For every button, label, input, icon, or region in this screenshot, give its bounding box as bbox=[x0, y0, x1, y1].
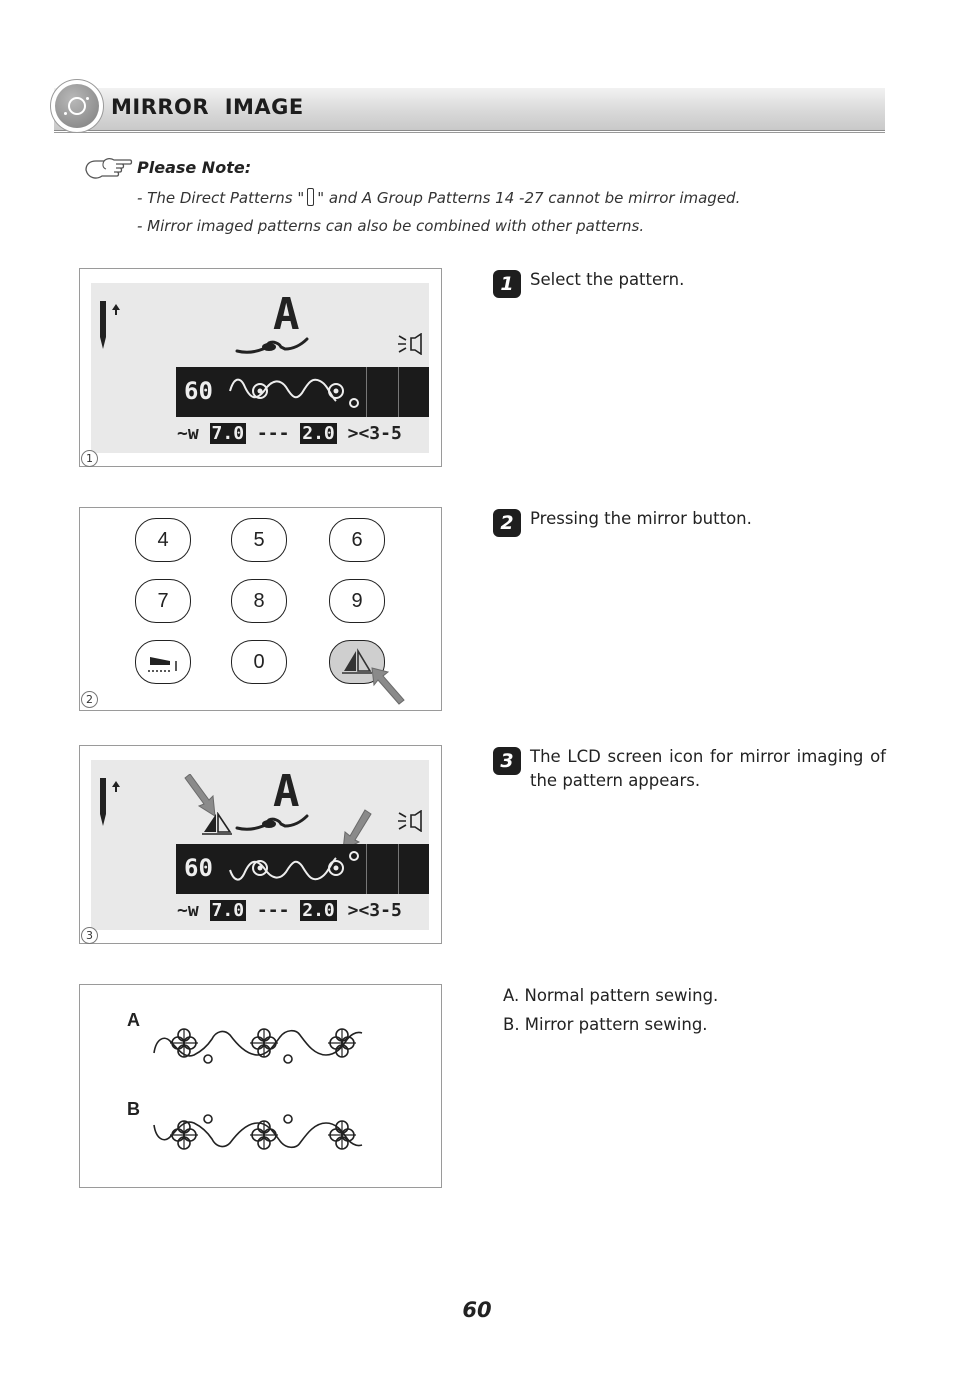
stitch-width-value: 7.0 bbox=[211, 900, 245, 921]
speaker-icon bbox=[397, 333, 425, 355]
pointing-hand-icon bbox=[84, 156, 134, 184]
normal-pattern-description: A. Normal pattern sewing. bbox=[503, 986, 719, 1005]
length-icon: --- bbox=[256, 423, 290, 444]
tension-range-value: 3-5 bbox=[369, 423, 402, 444]
lcd-group-letter: A bbox=[273, 289, 300, 340]
sample-label-b: B bbox=[127, 1099, 140, 1119]
width-icon: ~w bbox=[177, 900, 199, 921]
normal-pattern-sample bbox=[150, 1025, 372, 1071]
key-5[interactable]: 5 bbox=[231, 518, 287, 562]
lcd-screen bbox=[91, 283, 429, 453]
lcd-group-letter: A bbox=[273, 766, 300, 817]
key-0[interactable]: 0 bbox=[231, 640, 287, 684]
lcd-pattern-bar bbox=[176, 367, 429, 417]
width-icon: ~w bbox=[177, 423, 199, 444]
lcd-pattern-number: 60 bbox=[184, 377, 213, 405]
figure-lcd-mirrored bbox=[79, 745, 442, 944]
key-9[interactable]: 9 bbox=[329, 579, 385, 623]
sample-label-a: A bbox=[127, 1010, 140, 1030]
speaker-icon bbox=[397, 810, 425, 832]
needle-position-icon bbox=[95, 297, 125, 353]
bar-divider bbox=[398, 844, 399, 894]
stitch-length-value: 2.0 bbox=[302, 900, 335, 921]
header-rule bbox=[54, 132, 885, 133]
mirror-pattern-sample bbox=[150, 1109, 372, 1155]
stitch-length-value: 2.0 bbox=[302, 423, 335, 444]
length-icon: --- bbox=[256, 900, 290, 921]
pointer-arrow-icon bbox=[368, 664, 408, 706]
memory-arrow-icon bbox=[136, 641, 190, 683]
lcd-stitch-preview bbox=[226, 371, 366, 413]
lcd-pattern-bar bbox=[176, 844, 429, 894]
figure-keypad bbox=[79, 507, 442, 711]
presser-foot-icon bbox=[235, 814, 311, 834]
key-4[interactable]: 4 bbox=[135, 518, 191, 562]
lcd-settings-row bbox=[177, 900, 402, 921]
needle-pattern-icon bbox=[307, 188, 314, 206]
note-line-1-start: - The Direct Patterns " bbox=[137, 189, 305, 207]
lcd-settings-row bbox=[177, 423, 402, 444]
key-8[interactable]: 8 bbox=[231, 579, 287, 623]
section-title: MIRROR IMAGE bbox=[111, 95, 304, 119]
section-badge-icon bbox=[55, 84, 99, 128]
tension-icon: >< bbox=[347, 423, 370, 444]
figure-number: 2 bbox=[81, 691, 98, 708]
tension-icon: >< bbox=[347, 900, 370, 921]
step-2-badge: 2 bbox=[493, 509, 521, 537]
tension-range-value: 3-5 bbox=[369, 900, 402, 921]
step-3-badge: 3 bbox=[493, 747, 521, 775]
step-2-text: Pressing the mirror button. bbox=[530, 509, 752, 528]
key-6[interactable]: 6 bbox=[329, 518, 385, 562]
needle-position-icon bbox=[95, 774, 125, 830]
mirror-pattern-description: B. Mirror pattern sewing. bbox=[503, 1015, 708, 1034]
memory-enter-button[interactable] bbox=[135, 640, 191, 684]
bar-divider bbox=[366, 367, 367, 417]
step-1-badge: 1 bbox=[493, 270, 521, 298]
bar-divider bbox=[398, 367, 399, 417]
lcd-screen bbox=[91, 760, 429, 930]
figure-number: 3 bbox=[81, 927, 98, 944]
step-1-text: Select the pattern. bbox=[530, 270, 685, 289]
note-line-combine: - Mirror imaged patterns can also be combined with other patterns. bbox=[137, 217, 645, 235]
figure-number: 1 bbox=[81, 450, 98, 467]
note-heading: Please Note: bbox=[137, 158, 252, 177]
stitch-width-value: 7.0 bbox=[211, 423, 245, 444]
key-7[interactable]: 7 bbox=[135, 579, 191, 623]
lcd-stitch-preview-mirrored bbox=[226, 848, 366, 890]
bar-divider bbox=[366, 844, 367, 894]
lcd-pattern-number: 60 bbox=[184, 854, 213, 882]
note-line-1-end: " and A Group Patterns 14 -27 cannot be mirror imaged. bbox=[317, 189, 741, 207]
figure-lcd-normal bbox=[79, 268, 442, 467]
note-line-direct-patterns bbox=[137, 188, 740, 207]
step-3-text: The LCD screen icon for mirror imaging of the pattern appears. bbox=[530, 747, 886, 790]
page-number: 60 bbox=[462, 1298, 492, 1322]
figure-stitch-samples bbox=[79, 984, 442, 1188]
presser-foot-icon bbox=[235, 337, 311, 357]
lcd-mirror-icon bbox=[201, 812, 233, 836]
